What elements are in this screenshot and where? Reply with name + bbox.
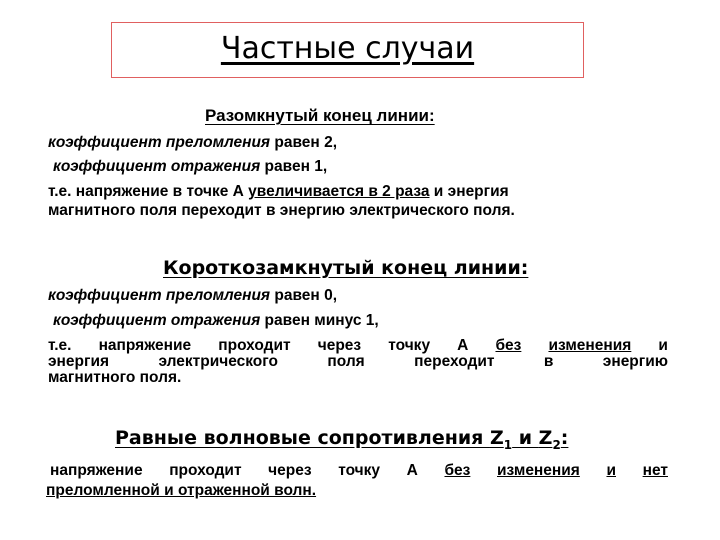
word: напряжение [50, 462, 143, 479]
word: поля [327, 353, 365, 370]
equal-impedance-heading [115, 427, 568, 452]
open-end-line-1 [48, 134, 337, 152]
open-end-line-3 [48, 183, 509, 201]
short-end-paragraph [48, 338, 668, 386]
short-end-line-4 [48, 354, 668, 370]
refraction-coef-value: равен 0, [270, 287, 337, 304]
reflection-coef-label: коэффициент отражения [53, 158, 261, 175]
word: точку [338, 462, 381, 479]
word: в [543, 353, 554, 370]
equal-impedance-line-1 [50, 461, 668, 481]
word: электрического [158, 353, 278, 370]
word: энергию [602, 353, 668, 370]
page-title: Частные случаи [220, 31, 475, 66]
equal-impedance-line-2: преломленной и отраженной волн. [46, 482, 317, 499]
refraction-coef-value: равен 2, [270, 134, 337, 151]
colon: : [560, 427, 569, 449]
open-end-line-4: магнитного поля переходит в энергию электрического поля. [48, 202, 515, 219]
word: и [658, 337, 668, 354]
z1-subscript: 1 [503, 437, 513, 452]
word-underlined: нет [642, 462, 668, 479]
reflection-coef-value: равен минус 1, [260, 312, 379, 329]
refraction-coef-label: коэффициент преломления [48, 287, 271, 304]
word: через [317, 337, 362, 354]
z2-symbol: Z [538, 427, 553, 449]
refraction-coef-label: коэффициент преломления [48, 134, 271, 151]
z1-symbol: Z [489, 427, 504, 449]
title-box [111, 22, 584, 78]
short-end-line-1 [48, 287, 337, 305]
word-underlined: без [444, 462, 471, 479]
short-end-line-5: магнитного поля. [48, 369, 182, 386]
open-end-text-end: и энергия [429, 183, 509, 200]
word: энергия [48, 353, 110, 370]
increase-text: увеличивается в 2 раза [248, 183, 430, 200]
equal-impedance-heading-text: Равные волновые сопротивления [115, 427, 490, 449]
word: А [406, 462, 418, 479]
word: А [457, 337, 469, 354]
word: точку [388, 337, 431, 354]
word: переходит [414, 353, 495, 370]
word: напряжение [98, 337, 192, 354]
reflection-coef-value: равен 1, [260, 158, 328, 175]
word: проходит [218, 337, 291, 354]
and-word: и [512, 427, 539, 449]
short-end-line-2 [53, 312, 379, 330]
word-underlined: изменения [497, 462, 580, 479]
word-underlined: изменения [548, 337, 632, 354]
word: т.е. [48, 337, 72, 354]
short-end-line-3 [48, 338, 668, 354]
open-end-text: т.е. напряжение в точке А [48, 183, 249, 200]
equal-impedance-paragraph [46, 461, 668, 501]
open-end-heading: Разомкнутый конец линии: [205, 106, 435, 125]
word: через [268, 462, 312, 479]
word-underlined: и [606, 462, 616, 479]
short-end-heading: Короткозамкнутый конец линии: [163, 257, 529, 279]
word: проходит [169, 462, 242, 479]
reflection-coef-label: коэффициент отражения [53, 312, 261, 329]
open-end-line-2 [53, 158, 327, 176]
word-underlined: без [495, 337, 522, 354]
z2-subscript: 2 [552, 437, 561, 452]
